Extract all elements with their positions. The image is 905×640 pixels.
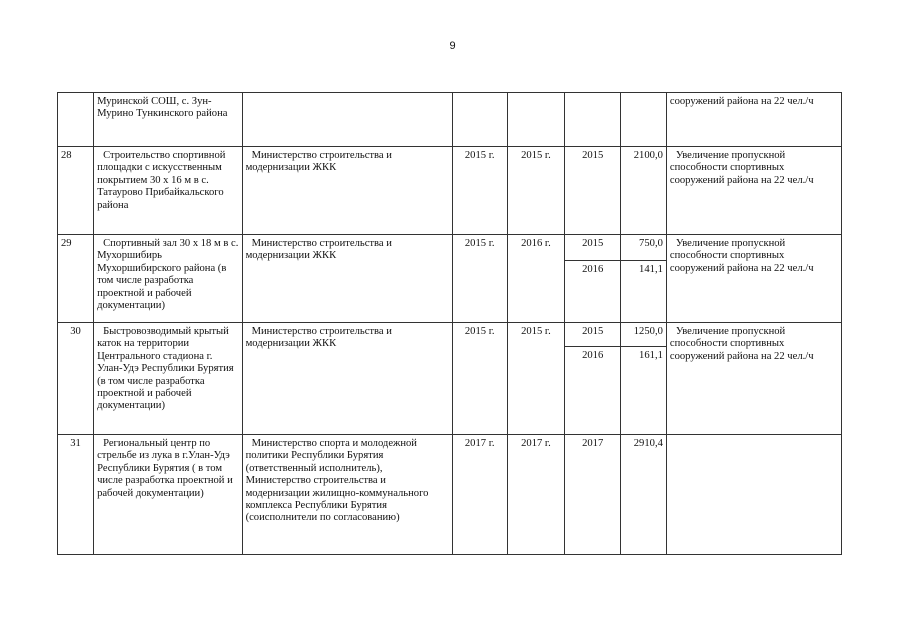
page-number: 9 <box>449 40 456 52</box>
funding-amount: 161,1 <box>621 347 667 435</box>
funding-amount: 1250,0 <box>621 323 667 347</box>
executor: Министерство строительства и модернизации ЖКК <box>242 323 452 435</box>
row-number: 31 <box>58 435 94 555</box>
program-table <box>57 92 842 555</box>
start-year: 2015 г. <box>452 235 507 323</box>
start-year: 2015 г. <box>452 323 507 435</box>
object-name: Муринской СОШ, с. Зун-Мурино Тункинского района <box>94 93 243 147</box>
executor: Министерство строительства и модернизации ЖКК <box>242 235 452 323</box>
end-year: 2017 г. <box>507 435 564 555</box>
funding-year: 2015 <box>565 147 621 235</box>
table-row <box>58 93 842 147</box>
start-year: 2015 г. <box>452 147 507 235</box>
end-year: 2015 г. <box>507 147 564 235</box>
funding-amount: 2100,0 <box>621 147 667 235</box>
object-name: Региональный центр по стрельбе из лука в г.Улан-Удэ Республики Бурятия ( в том числе разработка проектной и рабочей документации) <box>94 435 243 555</box>
table-row <box>58 235 842 261</box>
funding-year: 2015 <box>565 323 621 347</box>
expected-result: Увеличение пропускной способности спортивных сооружений района на 22 чел./ч <box>666 323 841 435</box>
funding-year: 2017 <box>565 435 621 555</box>
funding-year: 2016 <box>565 347 621 435</box>
expected-result <box>666 435 841 555</box>
funding-amount: 141,1 <box>621 261 667 323</box>
funding-year: 2016 <box>565 261 621 323</box>
end-year: 2015 г. <box>507 323 564 435</box>
executor <box>242 93 452 147</box>
start-year: 2017 г. <box>452 435 507 555</box>
funding-amount: 2910,4 <box>621 435 667 555</box>
table-row <box>58 323 842 347</box>
table-row <box>58 435 842 555</box>
funding-year <box>565 93 621 147</box>
row-number: 29 <box>58 235 94 323</box>
expected-result: сооружений района на 22 чел./ч <box>666 93 841 147</box>
object-name: Спортивный зал 30 х 18 м в с. Мухоршибирь Мухоршибирского района (в том числе разработка проектной и рабочей документации) <box>94 235 243 323</box>
funding-year: 2015 <box>565 235 621 261</box>
end-year <box>507 93 564 147</box>
end-year: 2016 г. <box>507 235 564 323</box>
expected-result: Увеличение пропускной способности спортивных сооружений района на 22 чел./ч <box>666 147 841 235</box>
expected-result: Увеличение пропускной способности спортивных сооружений района на 22 чел./ч <box>666 235 841 323</box>
executor: Министерство спорта и молодежной политики Республики Бурятия (ответственный исполнитель), Министерство строительства и модернизации жилищно-коммунального комплекса Республики Бурятия (соисполнители по согласованию) <box>242 435 452 555</box>
table-row <box>58 147 842 235</box>
funding-amount: 750,0 <box>621 235 667 261</box>
object-name: Быстровозводимый крытый каток на территории Центрального стадиона г. Улан-Удэ Республики Бурятия (в том числе разработка проектной и рабочей документации) <box>94 323 243 435</box>
object-name: Строительство спортивной площадки с искусственным покрытием 30 х 16 м в с. Татаурово Прибайкальского района <box>94 147 243 235</box>
row-number <box>58 93 94 147</box>
executor: Министерство строительства и модернизации ЖКК <box>242 147 452 235</box>
row-number: 30 <box>58 323 94 435</box>
funding-amount <box>621 93 667 147</box>
row-number: 28 <box>58 147 94 235</box>
start-year <box>452 93 507 147</box>
